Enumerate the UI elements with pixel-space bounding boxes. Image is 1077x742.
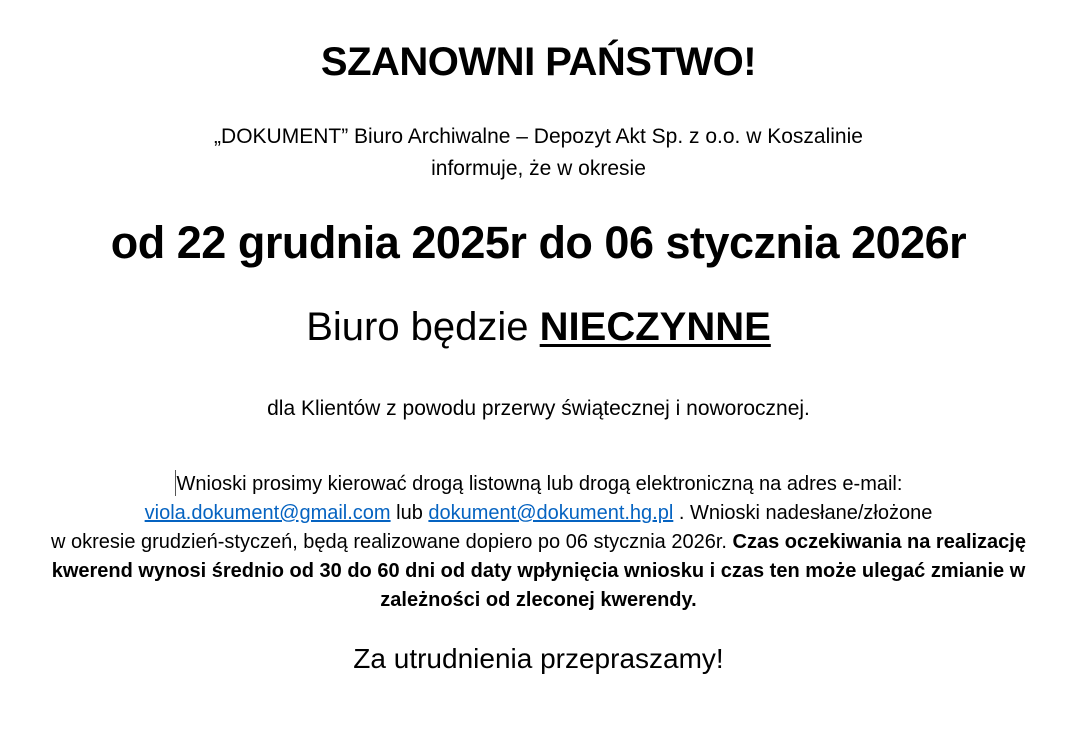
- email-link-dokument[interactable]: dokument@dokument.hg.pl: [428, 502, 674, 524]
- apology-text: Za utrudnienia przepraszamy!: [353, 643, 724, 674]
- intro-text: [0, 121, 1077, 185]
- notice-title: SZANOWNI PAŃSTWO!: [320, 40, 757, 84]
- closed-emphasis: NIECZYNNE: [539, 305, 771, 349]
- requests-paragraph: [40, 470, 1037, 615]
- requests-line-1: Wnioski prosimy kierować drogą listowną lub drogą elektroniczną na adres e-mail:: [176, 473, 903, 495]
- intro-line-company: „DOKUMENT” Biuro Archiwalne – Depozyt Akt Sp. z o.o. w Koszalinie: [214, 125, 863, 148]
- office-closed-statement: [0, 305, 1077, 350]
- closure-dates: od 22 grudnia 2025r do 06 stycznia 2026r: [110, 217, 967, 268]
- text-cursor: [175, 470, 176, 496]
- email-connector: lub: [390, 502, 429, 524]
- requests-after-emails: . Wnioski nadesłane/złożone: [673, 502, 933, 524]
- intro-line-informs: informuje, że w okresie: [431, 157, 646, 180]
- closure-reason: dla Klientów z powodu przerwy świątecznej i noworocznej.: [267, 397, 810, 420]
- requests-line-3: w okresie grudzień-styczeń, będą realizowane dopiero po 06 stycznia 2026r.: [50, 531, 733, 553]
- closed-prefix: Biuro będzie: [306, 305, 540, 349]
- processing-time-notice: Czas oczekiwania na realizację kwerend wynosi średnio od 30 do 60 dni od daty wpłynięcia wniosku i czas ten może ulegać zmianie w zależności od zleconej kwerendy.: [51, 531, 1026, 611]
- email-link-viola[interactable]: viola.dokument@gmail.com: [144, 502, 391, 524]
